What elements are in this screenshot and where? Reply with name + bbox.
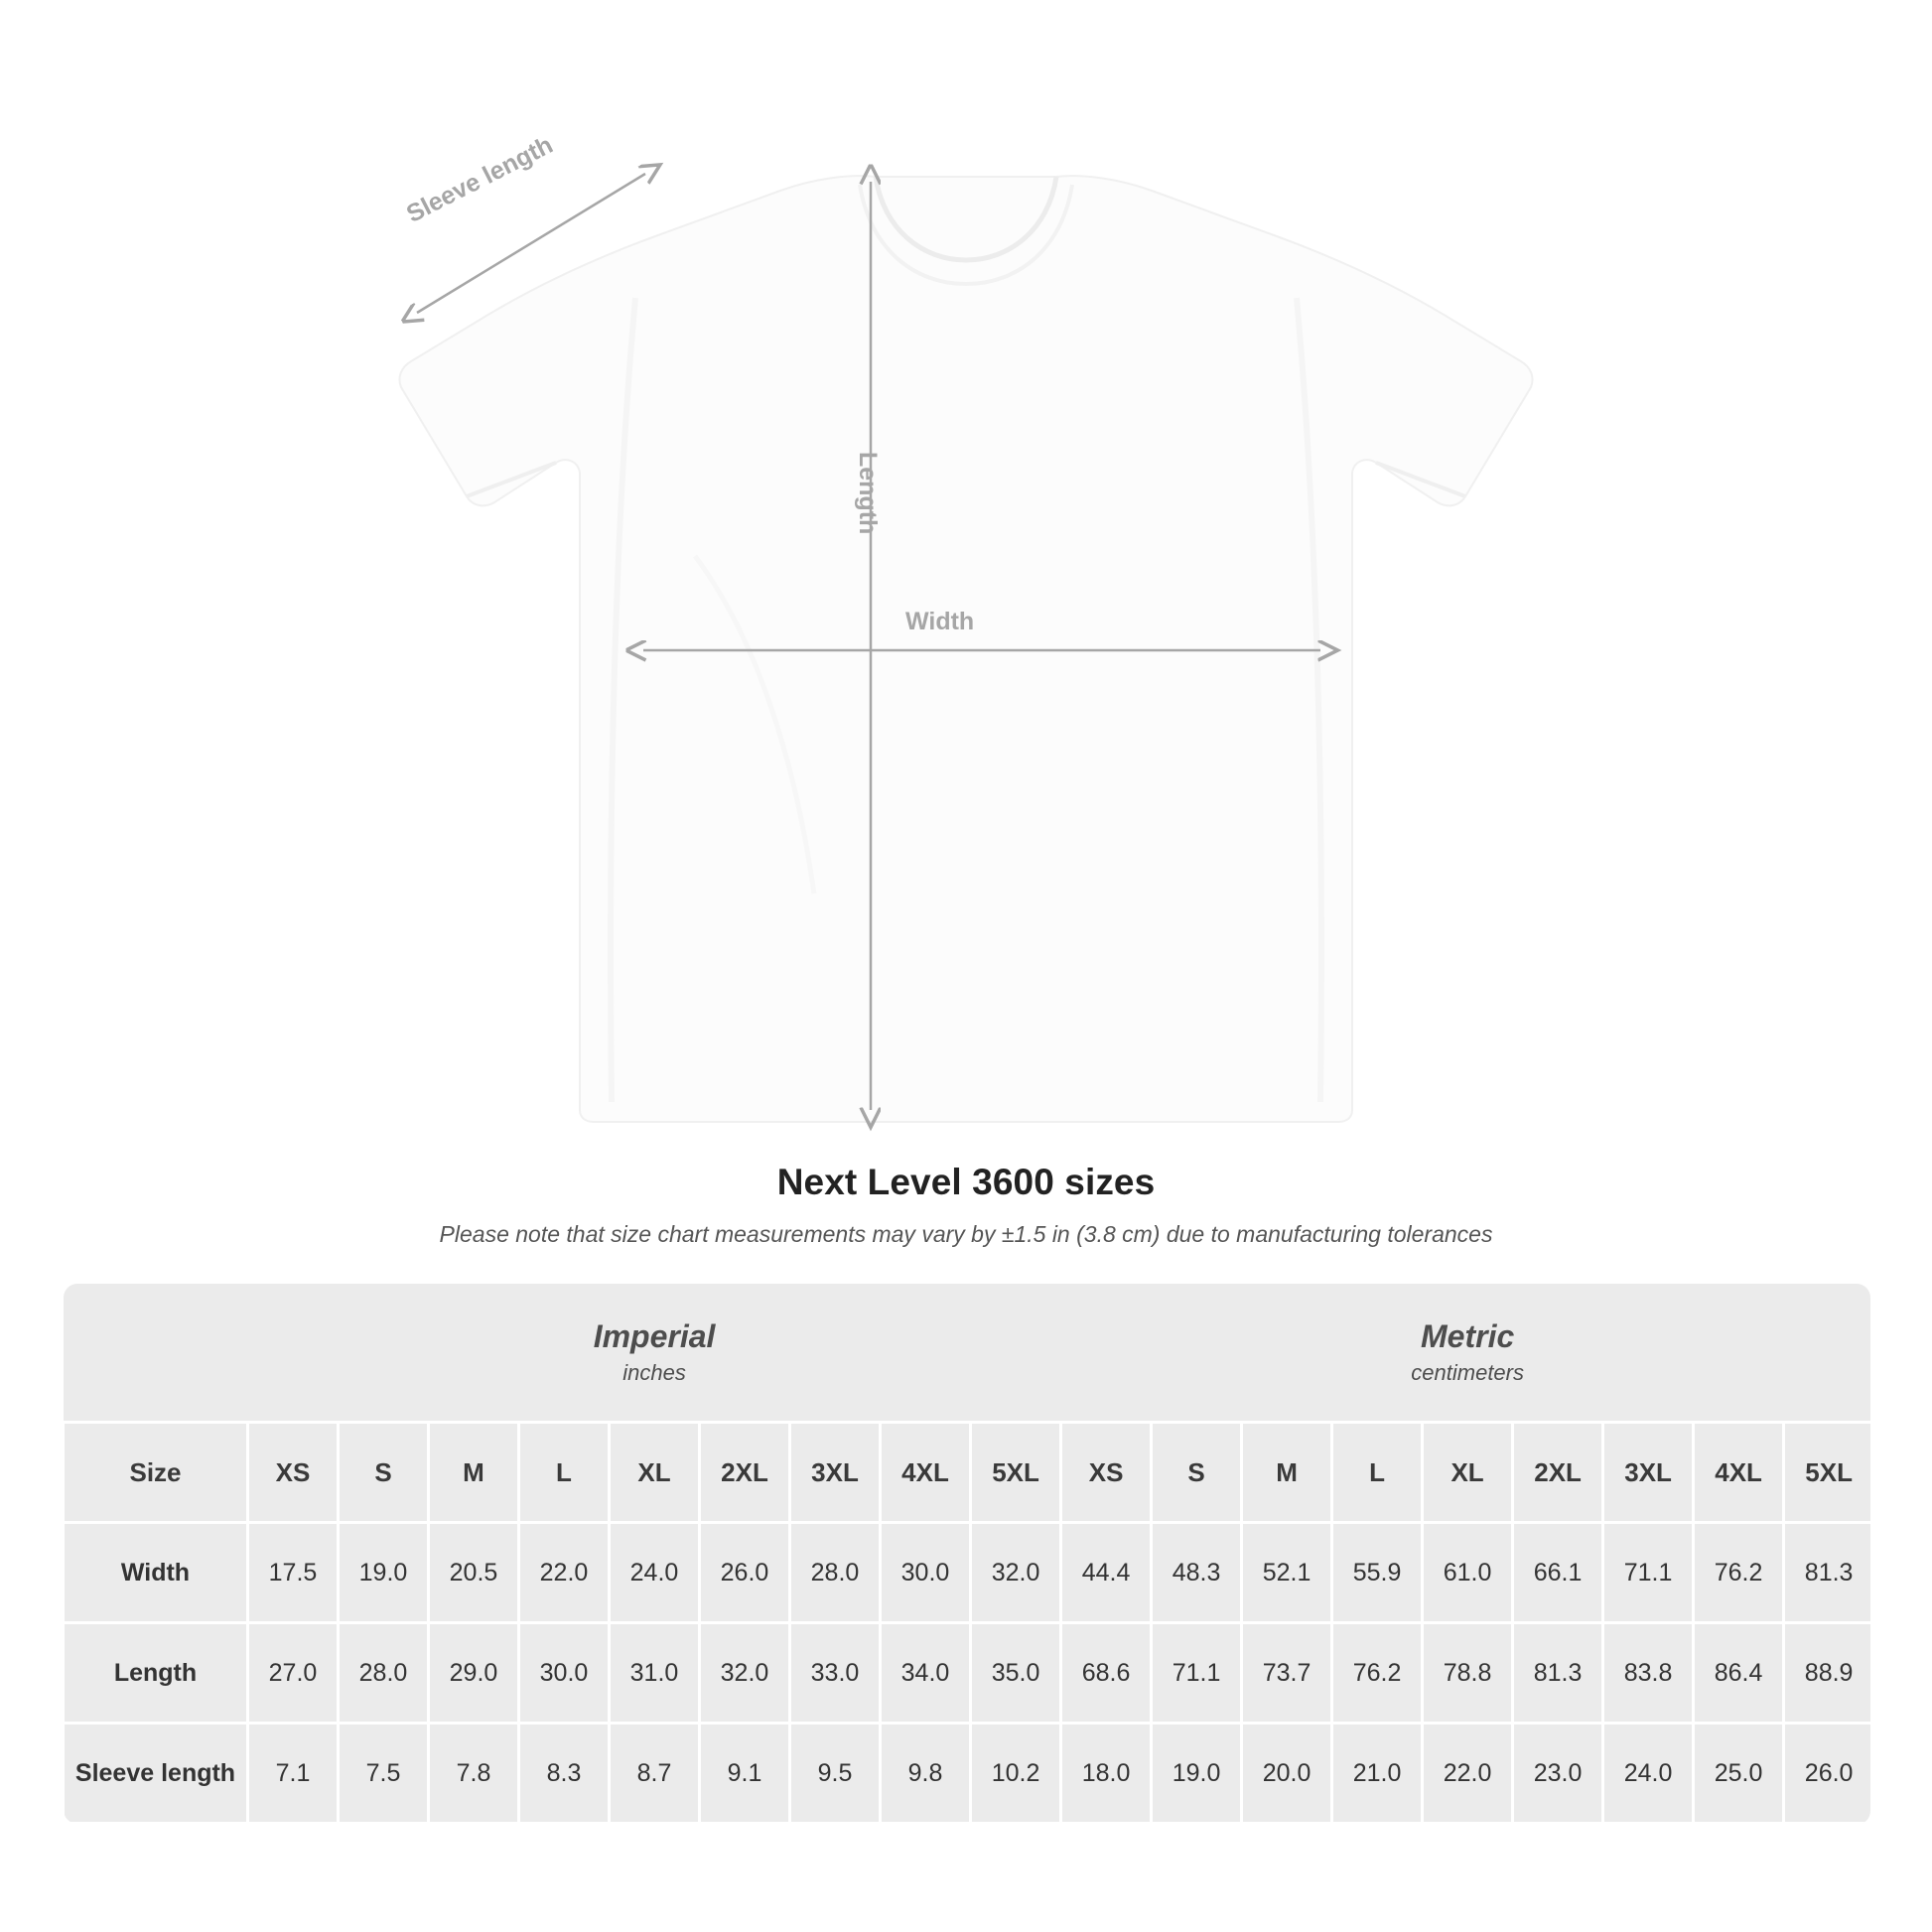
measurement-value: 17.5 xyxy=(248,1523,339,1623)
measurement-value: 81.3 xyxy=(1513,1623,1603,1724)
unit-group-header xyxy=(1061,1284,1870,1423)
size-column-header: S xyxy=(1152,1423,1242,1523)
measurement-value: 76.2 xyxy=(1332,1623,1423,1724)
unit-group-header xyxy=(248,1284,1061,1423)
size-column-header: XS xyxy=(1061,1423,1152,1523)
measurement-value: 7.5 xyxy=(339,1724,429,1824)
measurement-value: 33.0 xyxy=(790,1623,881,1724)
unit-group-sub: inches xyxy=(622,1359,686,1385)
size-column-header: XL xyxy=(1423,1423,1513,1523)
size-column-header: 4XL xyxy=(1694,1423,1784,1523)
size-column-header: 2XL xyxy=(700,1423,790,1523)
measurement-value: 83.8 xyxy=(1603,1623,1694,1724)
measurement-value: 35.0 xyxy=(971,1623,1061,1724)
tshirt-shape xyxy=(399,176,1532,1122)
table-row xyxy=(64,1623,1871,1724)
size-column-header: S xyxy=(339,1423,429,1523)
title-block xyxy=(0,1162,1932,1248)
sleeve-length-label: Sleeve length xyxy=(402,130,558,228)
unit-header-spacer xyxy=(64,1284,248,1423)
measurement-value: 28.0 xyxy=(790,1523,881,1623)
measurement-value: 32.0 xyxy=(700,1623,790,1724)
size-column-header: 3XL xyxy=(1603,1423,1694,1523)
measurement-row-label: Length xyxy=(64,1623,248,1724)
measurement-value: 18.0 xyxy=(1061,1724,1152,1824)
table-row xyxy=(64,1523,1871,1623)
measurement-value: 34.0 xyxy=(881,1623,971,1724)
page-title: Next Level 3600 sizes xyxy=(776,1162,1156,1202)
measurement-value: 9.8 xyxy=(881,1724,971,1824)
measurement-value: 7.1 xyxy=(248,1724,339,1824)
measurement-value: 44.4 xyxy=(1061,1523,1152,1623)
measurement-row-label: Sleeve length xyxy=(64,1724,248,1824)
measurement-value: 76.2 xyxy=(1694,1523,1784,1623)
measurement-value: 28.0 xyxy=(339,1623,429,1724)
measurement-value: 26.0 xyxy=(1784,1724,1870,1824)
measurement-value: 32.0 xyxy=(971,1523,1061,1623)
size-column-header: 5XL xyxy=(971,1423,1061,1523)
size-column-header: L xyxy=(519,1423,610,1523)
measurement-value: 27.0 xyxy=(248,1623,339,1724)
width-label: Width xyxy=(905,608,975,635)
measurement-value: 52.1 xyxy=(1242,1523,1332,1623)
measurement-value: 20.5 xyxy=(429,1523,519,1623)
size-column-header: XS xyxy=(248,1423,339,1523)
measurement-value: 9.5 xyxy=(790,1724,881,1824)
measurement-value: 24.0 xyxy=(1603,1724,1694,1824)
measurement-value: 30.0 xyxy=(881,1523,971,1623)
measurement-value: 22.0 xyxy=(519,1523,610,1623)
measurement-value: 31.0 xyxy=(610,1623,700,1724)
measurement-value: 81.3 xyxy=(1784,1523,1870,1623)
tolerance-note: Please note that size chart measurements may vary by ±1.5 in (3.8 cm) due to manufacturing tolerances xyxy=(439,1221,1493,1247)
unit-group-name: Imperial xyxy=(593,1317,716,1354)
measurement-value: 48.3 xyxy=(1152,1523,1242,1623)
measurement-value: 66.1 xyxy=(1513,1523,1603,1623)
size-column-header: M xyxy=(429,1423,519,1523)
size-column-header: M xyxy=(1242,1423,1332,1523)
unit-group-name: Metric xyxy=(1421,1317,1515,1354)
size-column-header: 4XL xyxy=(881,1423,971,1523)
measurement-row-label: Width xyxy=(64,1523,248,1623)
table-row xyxy=(64,1724,1871,1824)
size-column-header: L xyxy=(1332,1423,1423,1523)
measurement-value: 7.8 xyxy=(429,1724,519,1824)
measurement-value: 8.7 xyxy=(610,1724,700,1824)
unit-header-row xyxy=(64,1284,1871,1423)
measurement-value: 26.0 xyxy=(700,1523,790,1623)
size-header-label: Size xyxy=(64,1423,248,1523)
measurement-value: 23.0 xyxy=(1513,1724,1603,1824)
measurement-value: 20.0 xyxy=(1242,1724,1332,1824)
measurement-value: 21.0 xyxy=(1332,1724,1423,1824)
measurement-value: 71.1 xyxy=(1152,1623,1242,1724)
measurement-value: 19.0 xyxy=(339,1523,429,1623)
size-column-header: XL xyxy=(610,1423,700,1523)
measurement-value: 73.7 xyxy=(1242,1623,1332,1724)
measurement-value: 9.1 xyxy=(700,1724,790,1824)
measurement-value: 25.0 xyxy=(1694,1724,1784,1824)
measurement-value: 78.8 xyxy=(1423,1623,1513,1724)
measurement-value: 61.0 xyxy=(1423,1523,1513,1623)
measurement-value: 24.0 xyxy=(610,1523,700,1623)
size-column-header: 5XL xyxy=(1784,1423,1870,1523)
size-header-row xyxy=(64,1423,1871,1523)
measurement-value: 29.0 xyxy=(429,1623,519,1724)
size-column-header: 3XL xyxy=(790,1423,881,1523)
measurement-value: 86.4 xyxy=(1694,1623,1784,1724)
measurement-value: 19.0 xyxy=(1152,1724,1242,1824)
measurement-value: 55.9 xyxy=(1332,1523,1423,1623)
measurement-value: 30.0 xyxy=(519,1623,610,1724)
size-column-header: 2XL xyxy=(1513,1423,1603,1523)
size-chart-table-wrapper xyxy=(62,1284,1870,1825)
measurement-value: 10.2 xyxy=(971,1724,1061,1824)
unit-group-sub: centimeters xyxy=(1411,1359,1524,1385)
measurement-value: 68.6 xyxy=(1061,1623,1152,1724)
size-chart-table xyxy=(62,1284,1870,1825)
measurement-value: 22.0 xyxy=(1423,1724,1513,1824)
measurement-value: 88.9 xyxy=(1784,1623,1870,1724)
measurement-value: 8.3 xyxy=(519,1724,610,1824)
measurement-value: 71.1 xyxy=(1603,1523,1694,1623)
length-label: Length xyxy=(854,452,882,535)
